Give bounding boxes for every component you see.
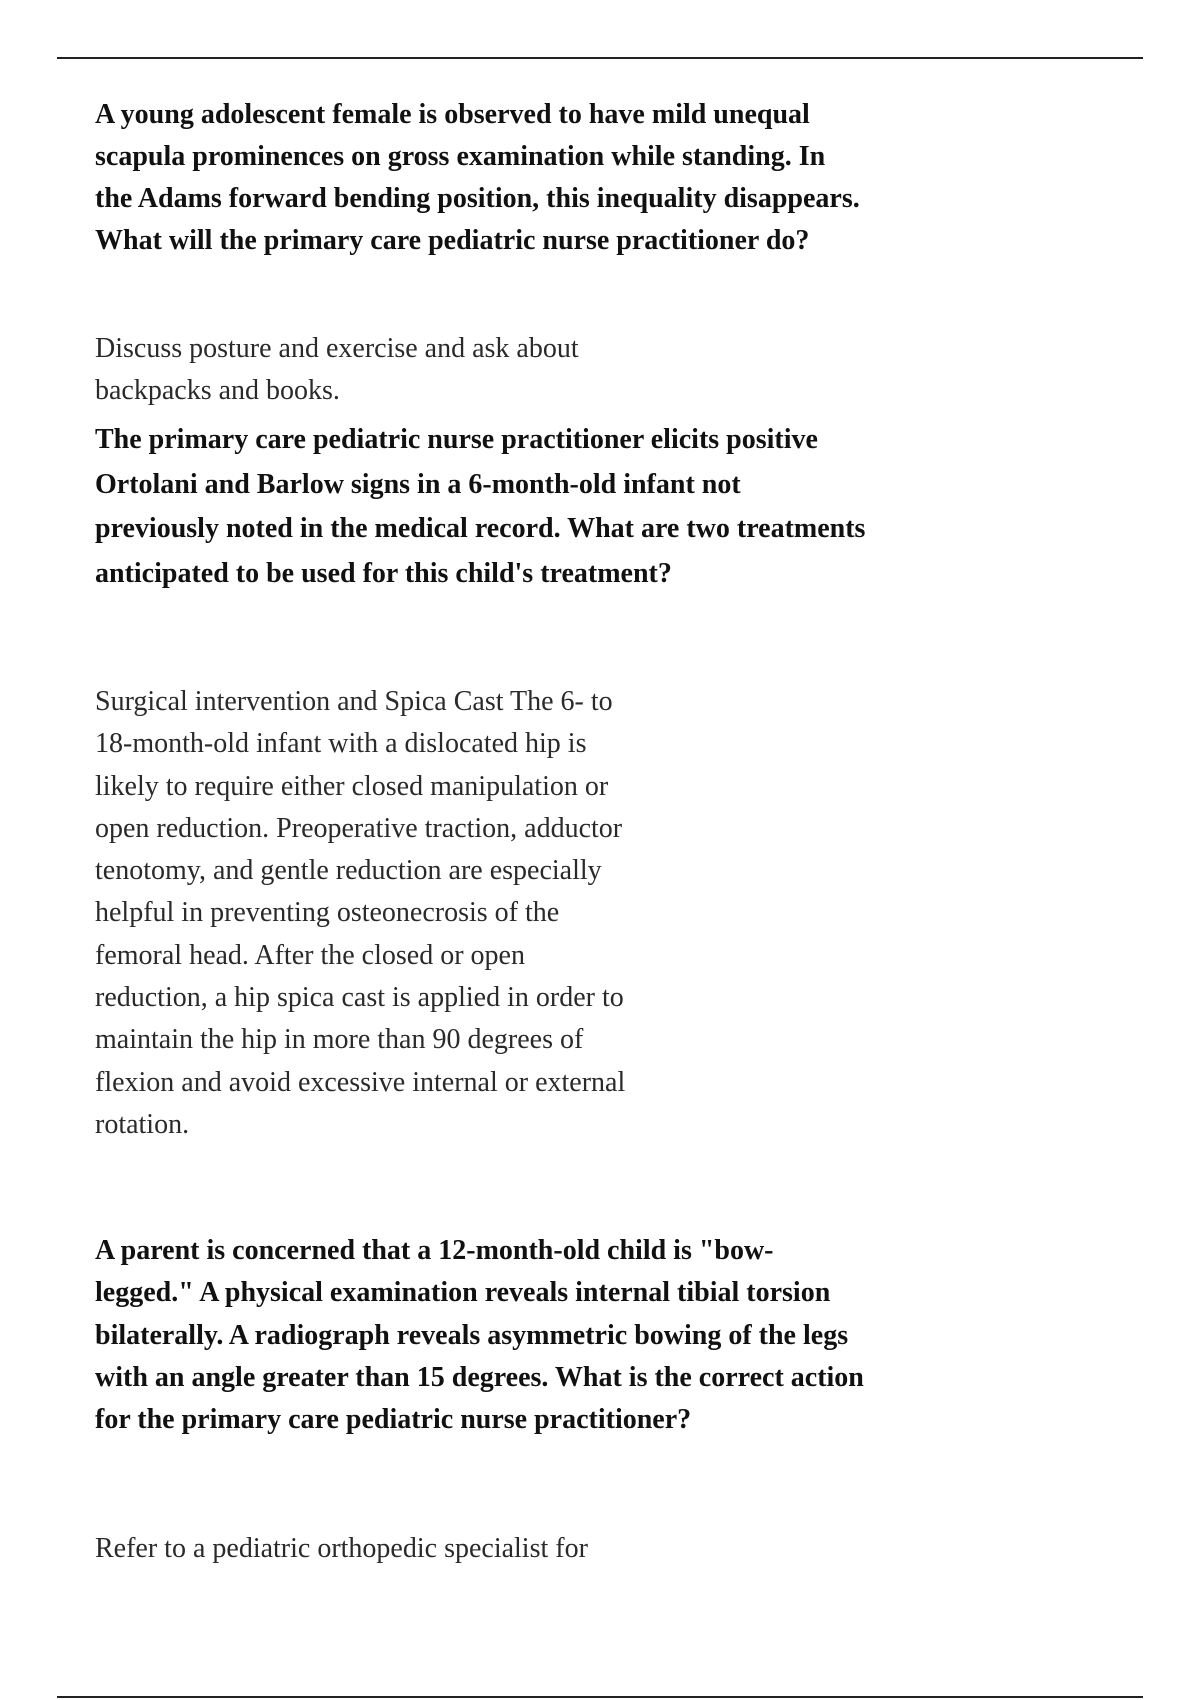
answer-3 [95,1528,588,1570]
question-3-line: bilaterally. A radiograph reveals asymmetric bowing of the legs [95,1319,849,1351]
question-3 [95,1230,864,1441]
question-2-line: previously noted in the medical record. What are two treatments [95,513,866,544]
answer-2-line: likely to require either closed manipulation or [95,770,609,802]
question-3-line: legged." A physical examination reveals internal tibial torsion [95,1277,831,1309]
answer-2-line: reduction, a hip spica cast is applied in order to [95,982,624,1014]
top-divider [57,57,1143,59]
question-2-line: The primary care pediatric nurse practitioner elicits positive [95,424,818,455]
answer-2-line: tenotomy, and gentle reduction are especially [95,855,602,887]
answer-3-line: Refer to a pediatric orthopedic specialist for [95,1533,588,1564]
answer-2-line: femoral head. After the closed or open [95,939,525,971]
question-2-line: anticipated to be used for this child's treatment? [95,557,672,589]
answer-2-line: rotation. [95,1108,190,1140]
question-1 [95,94,860,262]
answer-2-line: 18-month-old infant with a dislocated hip is [95,728,587,760]
bottom-divider [57,1696,1143,1698]
question-2-line: Ortolani and Barlow signs in a 6-month-old infant not [95,468,741,500]
question-1-line: What will the primary care pediatric nurse practitioner do? [95,225,810,256]
answer-2-line: helpful in preventing osteonecrosis of the [95,897,560,929]
answer-2-line: Surgical intervention and Spica Cast The 6- to [95,686,613,717]
question-3-line: A parent is concerned that a 12-month-old child is "bow- [95,1235,774,1266]
question-3-line: with an angle greater than 15 degrees. What is the correct action [95,1361,864,1393]
answer-2 [95,681,625,1146]
answer-2-line: maintain the hip in more than 90 degrees of [95,1024,584,1056]
answer-2-line: open reduction. Preoperative traction, adductor [95,812,623,844]
question-3-line: for the primary care pediatric nurse practitioner? [95,1404,692,1436]
answer-1 [95,328,579,412]
question-1-line: the Adams forward bending position, this inequality disappears. [95,183,860,214]
answer-1-line: Discuss posture and exercise and ask about [95,333,579,364]
question-2 [95,418,865,596]
question-1-line: scapula prominences on gross examination while standing. In [95,141,826,172]
question-1-line: A young adolescent female is observed to have mild unequal [95,99,810,130]
answer-2-line: flexion and avoid excessive internal or external [95,1066,626,1098]
answer-1-line: backpacks and books. [95,375,340,406]
